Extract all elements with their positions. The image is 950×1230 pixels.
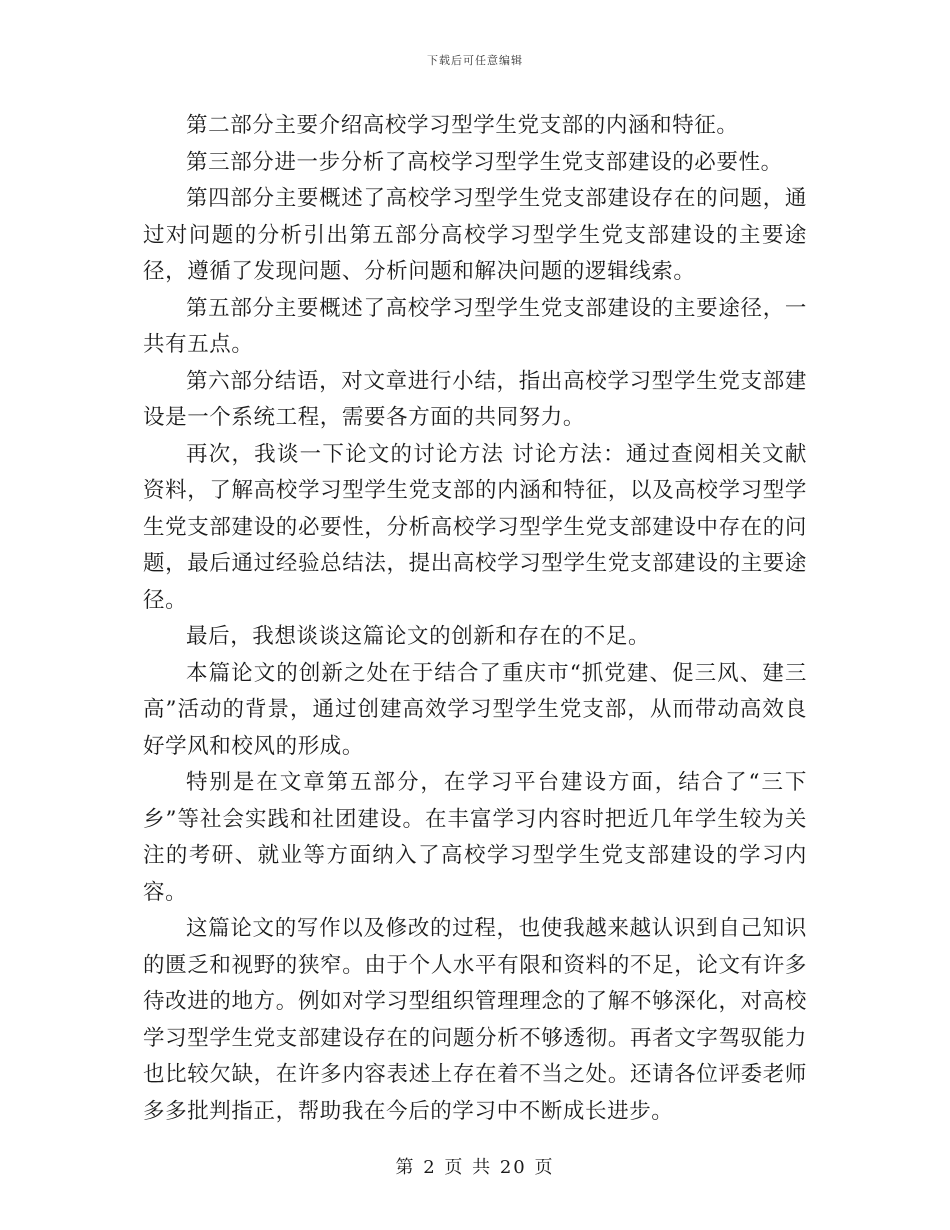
paragraph-part-four: 第四部分主要概述了高校学习型学生党支部建设存在的问题，通过对问题的分析引出第五部分高校学习型学生党支部建设的主要途径，遵循了发现问题、分析问题和解决问题的逻辑线索。 (143, 186, 807, 284)
paragraph-innovation-intro: 最后，我想谈谈这篇论文的创新和存在的不足。 (186, 624, 651, 649)
page-header: 下载后可任意编辑 (427, 54, 523, 67)
paragraph-part-three: 第三部分进一步分析了高校学习型学生党支部建设的必要性。 (186, 149, 783, 175)
paragraph-shortcomings: 这篇论文的写作以及修改的过程，也使我越来越认识到自己知识的匮乏和视野的狭窄。由于个人水平有限和资料的不足，论文有许多待改进的地方。例如对学习型组织管理理念的了解不够深化，对高校学习型学生党支部建设存在的问题分析不够透彻。再者文字驾驭能力也比较欠缺，在许多内容表述上存在着不当之处。还请各位评委老师多多批判指正，帮助我在今后的学习中不断成长进步。 (143, 916, 807, 1124)
paragraph-innovation: 本篇论文的创新之处在于结合了重庆市“抓党建、促三风、建三高”活动的背景，通过创建高效学习型学生党支部，从而带动高效良好学风和校风的形成。 (143, 660, 807, 759)
paragraph-part-five-highlight: 特别是在文章第五部分，在学习平台建设方面，结合了“三下乡”等社会实践和社团建设。在丰富学习内容时把近几年学生较为关注的考研、就业等方面纳入了高校学习型学生党支部建设的学习内容。 (143, 770, 807, 905)
paragraph-part-six: 第六部分结语，对文章进行小结，指出高校学习型学生党支部建设是一个系统工程，需要各方面的共同努力。 (143, 368, 807, 430)
paragraph-methods: 再次，我谈一下论文的讨论方法 讨论方法：通过查阅相关文献资料，了解高校学习型学生党支部的内涵和特征，以及高校学习型学生党支部建设的必要性，分析高校学习型学生党支部建设中存在的问题，最后通过经验总结法，提出高校学习型学生党支部建设的主要途径。 (143, 441, 807, 613)
paragraph-part-five: 第五部分主要概述了高校学习型学生党支部建设的主要途径，一共有五点。 (143, 295, 807, 357)
document-body (143, 108, 807, 1130)
paragraph-part-two: 第二部分主要介绍高校学习型学生党支部的内涵和特征。 (186, 113, 739, 138)
page-number: 第 2 页 共 20 页 (395, 1157, 555, 1178)
